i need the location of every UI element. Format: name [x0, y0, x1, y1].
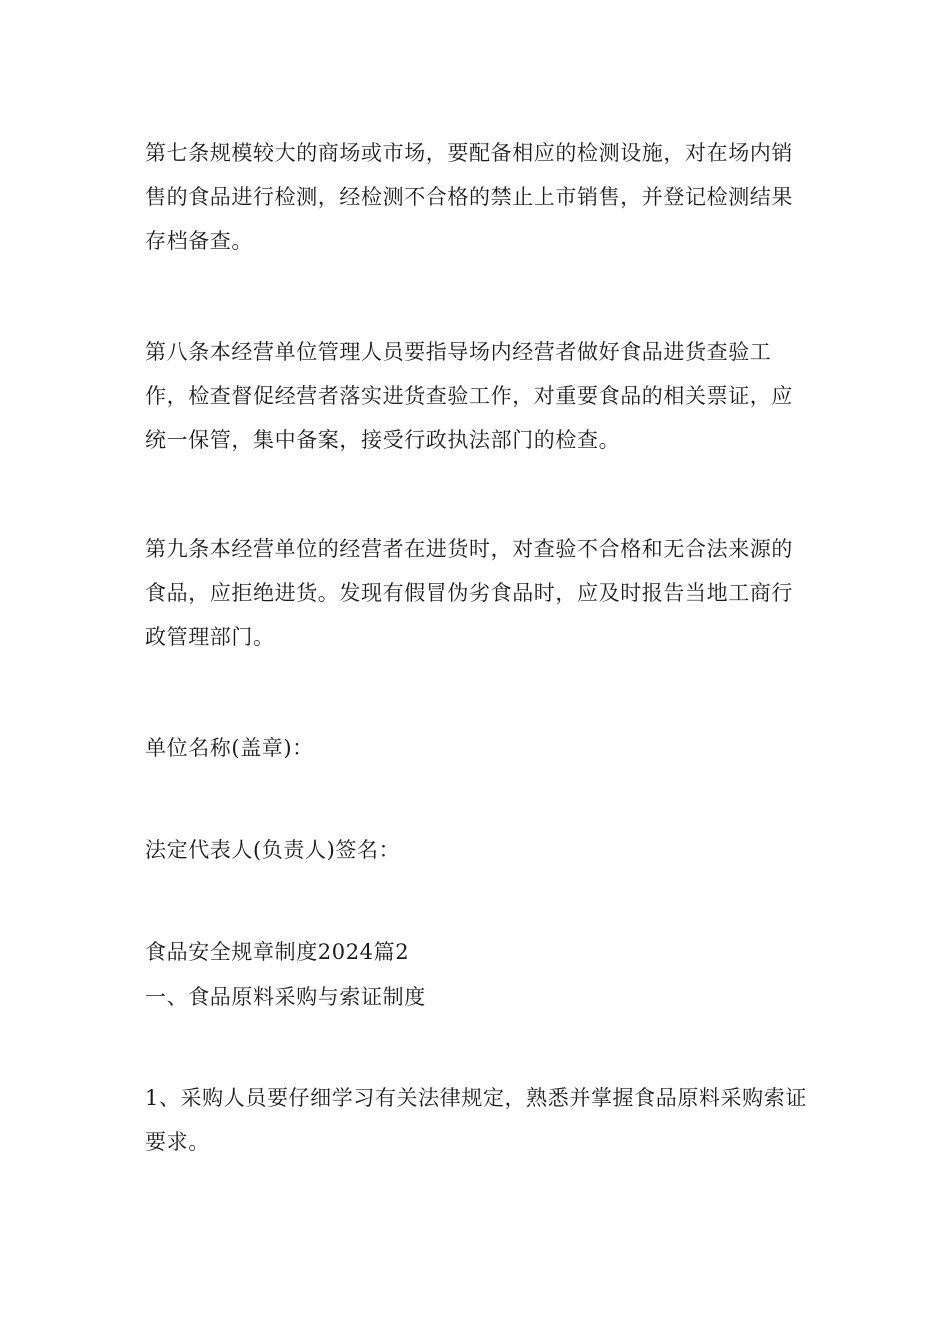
- unit-name-seal-label: 单位名称(盖章)：: [145, 736, 314, 760]
- legal-representative-signature-label: 法定代表人(负责人)签名：: [145, 838, 401, 862]
- section-heading: 一、食品原料采购与索证制度: [145, 985, 426, 1009]
- section-title: 食品安全规章制度2024篇2: [145, 940, 410, 964]
- list-item-1: 1、采购人员要仔细学习有关法律规定，熟悉并掌握食品原料采购索证要求。: [145, 1086, 807, 1154]
- article-9-paragraph: 第九条本经营单位的经营者在进货时，对查验不合格和无合法来源的食品，应拒绝进货。发现有假冒伪劣食品时，应及时报告当地工商行政管理部门。: [145, 537, 793, 649]
- article-7-paragraph: 第七条规模较大的商场或市场，要配备相应的检测设施，对在场内销售的食品进行检测，经检测不合格的禁止上市销售，并登记检测结果存档备查。: [145, 141, 793, 253]
- article-8-paragraph: 第八条本经营单位管理人员要指导场内经营者做好食品进货查验工作，检查督促经营者落实进货查验工作，对重要食品的相关票证，应统一保管，集中备案，接受行政执法部门的检查。: [145, 340, 793, 452]
